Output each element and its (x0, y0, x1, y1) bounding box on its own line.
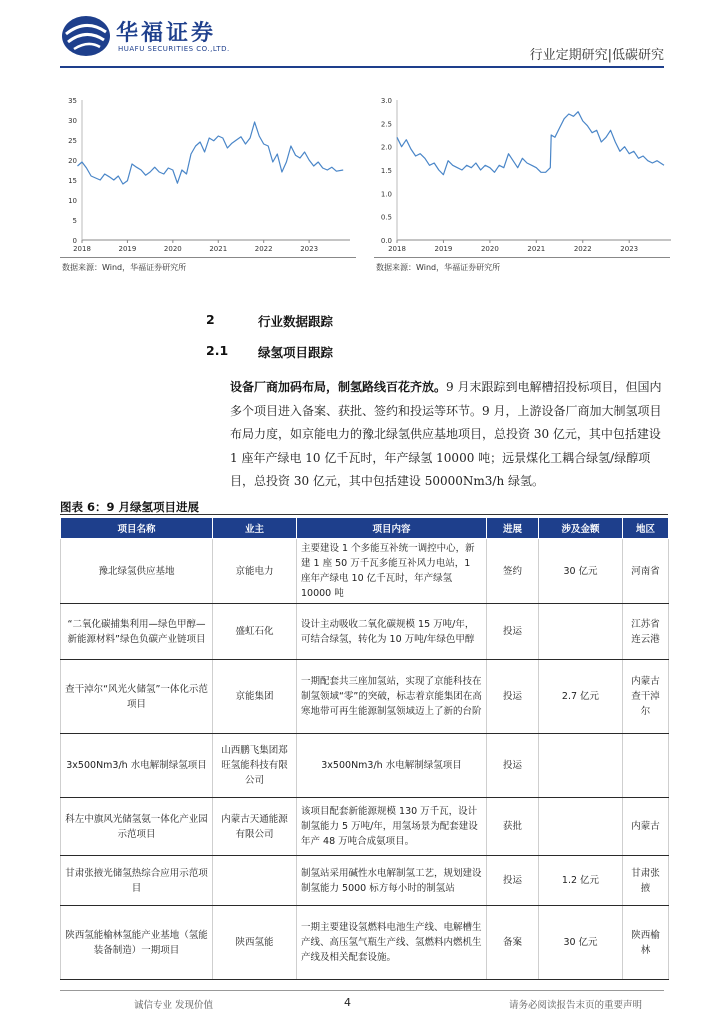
cell-owner: 陕西氢能 (213, 906, 297, 980)
header-progress: 进展 (487, 518, 539, 539)
logo-emblem-icon (60, 14, 112, 58)
x-tick-label: 2023 (300, 245, 319, 252)
cell-progress: 投运 (487, 604, 539, 660)
y-tick-label: 30 (68, 117, 77, 125)
y-tick-label: 2.5 (380, 120, 392, 129)
cell-owner: 山西鹏飞集团郑旺氢能科技有限公司 (213, 734, 297, 798)
cell-amount (539, 734, 623, 798)
cell-progress: 备案 (487, 906, 539, 980)
table-row (61, 539, 669, 604)
cell-project-name: 甘肃张掖光储氢热综合应用示范项目 (61, 856, 213, 906)
y-tick-label: 1.5 (380, 167, 392, 175)
company-logo (60, 14, 250, 58)
body-paragraph (230, 376, 670, 494)
chart-right (373, 92, 673, 252)
y-tick-label: 0.5 (380, 213, 392, 222)
header-owner: 业主 (213, 518, 297, 539)
cell-amount (539, 604, 623, 660)
table-row (61, 734, 669, 798)
cell-content: 3x500Nm3/h 水电解制绿氢项目 (297, 734, 487, 798)
y-tick-label: 5 (72, 217, 77, 225)
x-tick-label: 2018 (388, 245, 406, 252)
cell-progress: 投运 (487, 734, 539, 798)
header-region: 地区 (623, 518, 669, 539)
footer-divider (60, 990, 664, 991)
subsection-number: 2.1 (206, 343, 229, 358)
y-tick-label: 10 (68, 197, 77, 205)
x-tick-label: 2021 (527, 245, 546, 252)
y-tick-label: 1.0 (380, 190, 392, 199)
cell-amount: 30 亿元 (539, 539, 623, 604)
header-project-name: 项目名称 (61, 518, 213, 539)
cell-amount: 1.2 亿元 (539, 856, 623, 906)
y-tick-label: 35 (68, 97, 77, 105)
header-content: 项目内容 (297, 518, 487, 539)
table-header-row (61, 518, 669, 539)
series-line (397, 112, 664, 175)
y-tick-label: 25 (68, 137, 77, 145)
y-tick-label: 15 (68, 177, 77, 185)
cell-amount: 30 亿元 (539, 906, 623, 980)
chart-source-left: 数据来源：Wind，华福证券研究所 (62, 263, 187, 272)
cell-content: 一期配套共三座加氢站，实现了京能科技在制氢领域“零”的突破，标志着京能集团在高寒地带可再生能源制氢领域迈上了新的台阶 (297, 660, 487, 734)
series-line (78, 122, 344, 184)
cell-project-name: 科左中旗风光储氢氨一体化产业园示范项目 (61, 798, 213, 856)
section-title: 行业数据跟踪 (258, 314, 334, 329)
cell-owner (213, 856, 297, 906)
cell-progress: 投运 (487, 856, 539, 906)
cell-content: 设计主动吸收二氧化碳规模 15 万吨/年，可结合绿氢，转化为 10 万吨/年绿色甲醇 (297, 604, 487, 660)
table-row (61, 660, 669, 734)
header-divider (60, 66, 664, 68)
cell-owner: 盛虹石化 (213, 604, 297, 660)
y-tick-label: 3.0 (380, 97, 392, 105)
cell-project-name: 豫北绿氢供应基地 (61, 539, 213, 604)
green-hydrogen-project-table (60, 517, 669, 980)
footer-slogan: 诚信专业 发现价值 (134, 1000, 214, 1011)
x-tick-label: 2019 (118, 245, 137, 252)
cell-content: 制氢站采用碱性水电解制氢工艺，规划建设制氢能力 5000 标方每小时的制氢站 (297, 856, 487, 906)
cell-region: 江苏省连云港 (623, 604, 669, 660)
cell-content: 该项目配套新能源规模 130 万千瓦，设计制氢能力 5 万吨/年，用氢场景为配套建设年产 48 万吨合成氨项目。 (297, 798, 487, 856)
x-tick-label: 2020 (163, 245, 182, 252)
cell-amount: 2.7 亿元 (539, 660, 623, 734)
paragraph-body: 9 月末跟踪到电解槽招投标项目，但国内多个项目进入备案、获批、签约和投运等环节。9 月，上游设备厂商加大制氢项目布局力度，如京能电力的豫北绿氢供应基地项目，总投资 30 亿元，其中包括建设 1 座年产绿电 10 亿千瓦时，年产绿氢 10000 吨；远景煤化工耦合绿氢/绿醇项目，总投资 30 亿元，其中包括建设 50000Nm3/h 绿氢。 (230, 380, 662, 488)
x-tick-label: 2020 (480, 245, 499, 252)
cell-progress: 获批 (487, 798, 539, 856)
cell-content: 一期主要建设氢燃料电池生产线、电解槽生产线、高压氢气瓶生产线、氢燃料内燃机生产线及相关配套设施。 (297, 906, 487, 980)
cell-owner: 内蒙古天通能源有限公司 (213, 798, 297, 856)
table-row (61, 604, 669, 660)
x-tick-label: 2021 (209, 245, 228, 252)
cell-content: 主要建设 1 个多能互补统一调控中心，新建 1 座 50 万千瓦多能互补风力电站，1 座年产绿电 10 亿千瓦时，年产绿氢 10000 吨 (297, 539, 487, 604)
header-amount: 涉及金额 (539, 518, 623, 539)
x-tick-label: 2022 (573, 245, 592, 252)
x-tick-label: 2022 (254, 245, 273, 252)
cell-project-name: 陕西氢能榆林氢能产业基地（氢能装备制造）一期项目 (61, 906, 213, 980)
cell-region: 甘肃张掖 (623, 856, 669, 906)
section-number: 2 (206, 312, 215, 327)
logo-chinese-name: 华福证券 (116, 20, 217, 46)
cell-owner: 京能电力 (213, 539, 297, 604)
cell-region: 河南省 (623, 539, 669, 604)
cell-progress: 投运 (487, 660, 539, 734)
footer-disclaimer: 请务必阅读报告末页的重要声明 (508, 1000, 642, 1011)
cell-owner: 京能集团 (213, 660, 297, 734)
chart-right-svg (373, 92, 673, 252)
x-tick-label: 2023 (620, 245, 639, 252)
cell-amount (539, 798, 623, 856)
x-tick-label: 2018 (73, 245, 91, 252)
page-number: 4 (344, 996, 351, 1009)
cell-progress: 签约 (487, 539, 539, 604)
source-divider-right (374, 257, 670, 258)
table-row (61, 798, 669, 856)
source-divider-left (60, 257, 356, 258)
x-tick-label: 2019 (434, 245, 453, 252)
cell-project-name: 3x500Nm3/h 水电解制绿氢项目 (61, 734, 213, 798)
cell-project-name: “二氧化碳捕集利用—绿色甲醇—新能源材料”绿色负碳产业链项目 (61, 604, 213, 660)
report-category: 行业定期研究|低碳研究 (529, 48, 664, 63)
subsection-title: 绿氢项目跟踪 (258, 345, 334, 360)
figure-title-rule (60, 514, 668, 515)
figure-title: 图表 6：9 月绿氢项目进展 (60, 500, 200, 514)
cell-region (623, 734, 669, 798)
y-tick-label: 2.0 (380, 143, 392, 152)
table-row (61, 856, 669, 906)
table-row (61, 906, 669, 980)
paragraph-lead: 设备厂商加码布局，制氢路线百花齐放。 (230, 380, 447, 394)
chart-left-svg (60, 92, 360, 252)
cell-region: 内蒙古查干淖尔 (623, 660, 669, 734)
y-tick-label: 20 (68, 157, 77, 165)
cell-region: 陕西榆林 (623, 906, 669, 980)
cell-project-name: 查干淖尔“风光火储氢”一体化示范项目 (61, 660, 213, 734)
cell-region: 内蒙古 (623, 798, 669, 856)
chart-left (60, 92, 360, 252)
y-tick-label: 0.0 (380, 237, 392, 245)
y-tick-label: 0 (72, 237, 77, 245)
chart-source-right: 数据来源：Wind，华福证券研究所 (376, 263, 501, 272)
logo-english-name: HUAFU SECURITIES CO.,LTD. (118, 45, 230, 53)
